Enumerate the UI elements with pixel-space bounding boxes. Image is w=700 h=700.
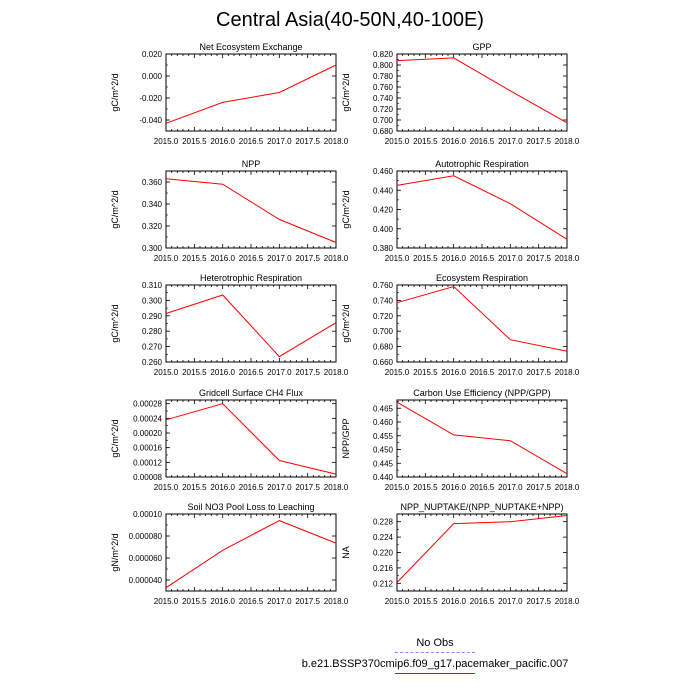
y-tick-label: 0.00028: [133, 399, 162, 409]
panel-7: [110, 388, 349, 492]
y-axis-label: gC/m^2/d: [110, 419, 120, 458]
panel-title: Soil NO3 Pool Loss to Leaching: [187, 502, 315, 512]
y-tick-label: 0.420: [372, 205, 393, 215]
x-tick-label: 2018.0: [554, 483, 580, 492]
plot-frame: [166, 514, 336, 591]
x-tick-label: 2017.5: [295, 254, 320, 263]
legend-model-label: b.e21.BSSP370cmip6.f09_g17.pacemaker_pacific.007: [301, 658, 569, 670]
x-tick-label: 2017.0: [267, 368, 292, 377]
y-tick-label: 0.000080: [128, 532, 162, 541]
plot-frame: [166, 171, 336, 248]
y-tick-label: 0.000: [141, 72, 162, 81]
x-tick-label: 2018.0: [323, 254, 349, 263]
y-tick-label: 0.310: [141, 281, 162, 290]
x-tick-label: 2015.5: [182, 483, 207, 492]
x-tick-label: 2017.5: [526, 597, 551, 606]
y-tick-label: 0.260: [141, 358, 162, 367]
x-tick-label: 2016.0: [210, 597, 235, 606]
x-tick-label: 2017.0: [498, 483, 523, 492]
x-tick-label: 2016.0: [441, 137, 466, 146]
x-tick-label: 2017.0: [267, 597, 292, 606]
x-tick-label: 2015.0: [153, 483, 179, 492]
x-tick-label: 2018.0: [323, 483, 349, 492]
y-tick-label: 0.460: [372, 418, 393, 427]
x-tick-label: 2017.0: [267, 254, 292, 263]
x-tick-label: 2016.0: [441, 254, 466, 263]
panel-title: Heterotrophic Respiration: [199, 273, 303, 283]
x-tick-label: 2017.0: [498, 597, 523, 606]
series-line: [166, 404, 336, 474]
x-tick-label: 2017.0: [498, 254, 523, 263]
x-tick-label: 2018.0: [554, 254, 580, 263]
y-tick-label: 0.760: [372, 281, 393, 290]
plot-frame: [397, 514, 567, 591]
x-tick-label: 2018.0: [554, 597, 580, 606]
x-tick-label: 2015.0: [384, 254, 410, 263]
x-tick-label: 2015.0: [384, 368, 410, 377]
y-tick-label: 0.228: [372, 517, 393, 527]
y-tick-label: 0.740: [372, 296, 393, 306]
series-line: [166, 179, 336, 243]
x-tick-label: 2015.5: [413, 254, 438, 263]
y-tick-label: 0.680: [372, 127, 393, 136]
series-line: [397, 402, 567, 474]
panel-title: Ecosystem Respiration: [435, 273, 529, 283]
panel-title: Net Ecosystem Exchange: [199, 42, 303, 52]
x-tick-label: 2015.0: [384, 483, 410, 492]
panel-2: [341, 42, 580, 146]
plot-frame: [397, 400, 567, 477]
y-tick-label: 0.300: [141, 244, 162, 253]
x-tick-label: 2017.5: [295, 137, 320, 146]
y-axis-label: gC/m^2/d: [341, 190, 351, 229]
x-tick-label: 2017.0: [498, 137, 523, 146]
panel-title: Carbon Use Efficiency (NPP/GPP): [413, 388, 551, 398]
x-tick-label: 2017.0: [267, 483, 292, 492]
x-tick-label: 2016.5: [469, 368, 495, 377]
y-tick-label: 0.00016: [133, 443, 162, 453]
series-line: [397, 58, 567, 123]
series-line: [166, 521, 336, 588]
y-tick-label: 0.445: [372, 459, 393, 469]
x-tick-label: 2015.5: [413, 483, 438, 492]
y-tick-label: 0.300: [141, 296, 162, 306]
plot-frame: [166, 54, 336, 131]
x-tick-label: 2017.5: [295, 597, 320, 606]
y-axis-label: NPP/GPP: [341, 418, 351, 459]
legend-obs-label: No Obs: [416, 637, 454, 649]
series-line: [166, 295, 336, 357]
y-tick-label: 0.800: [372, 61, 393, 70]
y-tick-label: 0.000040: [128, 576, 162, 585]
y-tick-label: 0.000060: [128, 554, 162, 563]
panel-title: Gridcell Surface CH4 Flux: [198, 388, 304, 398]
x-tick-label: 2018.0: [323, 368, 349, 377]
x-tick-label: 2015.5: [182, 597, 207, 606]
x-tick-label: 2016.5: [469, 483, 495, 492]
x-tick-label: 2016.5: [238, 597, 264, 606]
figure-title: Central Asia(40-50N,40-100E): [216, 9, 484, 31]
x-tick-label: 2018.0: [323, 137, 349, 146]
y-tick-label: 0.360: [141, 178, 162, 187]
panel-8: [341, 388, 580, 492]
y-tick-label: 0.440: [372, 186, 393, 196]
y-tick-label: 0.212: [372, 579, 393, 589]
panel-1: [110, 42, 349, 146]
series-line: [166, 65, 336, 123]
y-tick-label: 0.270: [141, 342, 162, 352]
x-tick-label: 2015.5: [413, 137, 438, 146]
x-tick-label: 2015.5: [413, 597, 438, 606]
x-tick-label: 2018.0: [554, 368, 580, 377]
x-tick-label: 2016.0: [441, 597, 466, 606]
y-tick-label: 0.00008: [133, 473, 162, 482]
y-tick-label: 0.460: [372, 167, 393, 176]
plot-frame: [397, 285, 567, 362]
legend: [300, 637, 570, 679]
y-tick-label: 0.280: [141, 327, 162, 337]
x-tick-label: 2016.5: [469, 254, 495, 263]
panel-3: [110, 159, 349, 263]
y-tick-label: 0.780: [372, 72, 393, 81]
y-tick-label: 0.216: [372, 563, 393, 573]
x-tick-label: 2016.0: [441, 483, 466, 492]
y-tick-label: 0.720: [372, 105, 393, 114]
y-tick-label: -0.040: [139, 116, 162, 125]
x-tick-label: 2016.5: [469, 137, 495, 146]
legend-obs-line: [395, 652, 475, 653]
y-axis-label: gC/m^2/d: [341, 304, 351, 343]
y-tick-label: 0.220: [372, 548, 393, 558]
series-line: [397, 516, 567, 583]
x-tick-label: 2016.0: [210, 254, 235, 263]
panel-title: GPP: [472, 42, 492, 52]
series-line: [397, 176, 567, 240]
x-tick-label: 2018.0: [554, 137, 580, 146]
y-tick-label: 0.455: [372, 431, 393, 441]
y-tick-label: -0.020: [139, 94, 162, 103]
y-tick-label: 0.700: [372, 327, 393, 337]
y-axis-label: gN/m^2/d: [110, 533, 120, 572]
y-tick-label: 0.290: [141, 311, 162, 321]
x-tick-label: 2015.0: [153, 368, 179, 377]
y-tick-label: 0.00012: [133, 458, 162, 468]
plot-frame: [166, 400, 336, 477]
y-tick-label: 0.320: [141, 222, 162, 231]
y-tick-label: 0.820: [372, 50, 393, 59]
legend-model-line: [395, 673, 475, 674]
x-tick-label: 2017.0: [498, 368, 523, 377]
x-tick-label: 2016.0: [210, 483, 235, 492]
x-tick-label: 2018.0: [323, 597, 349, 606]
x-tick-label: 2015.0: [153, 597, 179, 606]
y-tick-label: 0.00024: [133, 414, 162, 424]
x-tick-label: 2017.5: [295, 483, 320, 492]
x-tick-label: 2015.0: [384, 137, 410, 146]
x-tick-label: 2015.5: [182, 368, 207, 377]
x-tick-label: 2017.5: [526, 483, 551, 492]
panel-title: Autotrophic Respiration: [435, 159, 529, 169]
y-tick-label: 0.660: [372, 358, 393, 367]
y-tick-label: 0.00020: [133, 429, 162, 438]
y-tick-label: 0.700: [372, 116, 393, 125]
panel-4: [341, 159, 580, 263]
y-axis-label: NA: [341, 546, 351, 559]
y-tick-label: 0.450: [372, 445, 393, 455]
panel-title: NPP: [241, 159, 261, 169]
x-tick-label: 2017.5: [526, 368, 551, 377]
y-axis-label: gC/m^2/d: [110, 73, 120, 112]
x-tick-label: 2015.0: [384, 597, 410, 606]
y-tick-label: 0.380: [372, 244, 393, 253]
y-tick-label: 0.440: [372, 473, 393, 482]
y-tick-label: 0.740: [372, 94, 393, 103]
plot-frame: [397, 171, 567, 248]
y-tick-label: 0.00010: [133, 510, 162, 519]
y-axis-label: gC/m^2/d: [341, 73, 351, 112]
y-tick-label: 0.465: [372, 404, 393, 414]
y-tick-label: 0.720: [372, 311, 393, 321]
y-tick-label: 0.340: [141, 200, 162, 209]
x-tick-label: 2017.5: [526, 137, 551, 146]
x-tick-label: 2015.5: [413, 368, 438, 377]
x-tick-label: 2016.0: [441, 368, 466, 377]
panel-10: [341, 502, 580, 606]
panel-9: [110, 502, 349, 606]
panel-title: NPP_NUPTAKE/(NPP_NUPTAKE+NPP): [400, 502, 564, 512]
panel-5: [110, 273, 349, 377]
x-tick-label: 2015.5: [182, 254, 207, 263]
x-tick-label: 2016.5: [469, 597, 495, 606]
y-tick-label: 0.680: [372, 342, 393, 352]
plot-frame: [397, 54, 567, 131]
x-tick-label: 2016.5: [238, 137, 264, 146]
series-line: [397, 287, 567, 352]
y-tick-label: 0.760: [372, 83, 393, 92]
y-tick-label: 0.224: [372, 533, 393, 543]
x-tick-label: 2016.0: [210, 368, 235, 377]
x-tick-label: 2016.5: [238, 483, 264, 492]
y-axis-label: gC/m^2/d: [110, 190, 120, 229]
panel-6: [341, 273, 580, 377]
x-tick-label: 2015.0: [153, 137, 179, 146]
y-axis-label: gC/m^2/d: [110, 304, 120, 343]
x-tick-label: 2017.5: [295, 368, 320, 377]
x-tick-label: 2016.5: [238, 254, 264, 263]
y-tick-label: 0.400: [372, 224, 393, 234]
x-tick-label: 2016.0: [210, 137, 235, 146]
y-tick-label: 0.020: [141, 50, 162, 59]
x-tick-label: 2017.0: [267, 137, 292, 146]
x-tick-label: 2015.5: [182, 137, 207, 146]
x-tick-label: 2016.5: [238, 368, 264, 377]
x-tick-label: 2015.0: [153, 254, 179, 263]
plot-frame: [166, 285, 336, 362]
x-tick-label: 2017.5: [526, 254, 551, 263]
